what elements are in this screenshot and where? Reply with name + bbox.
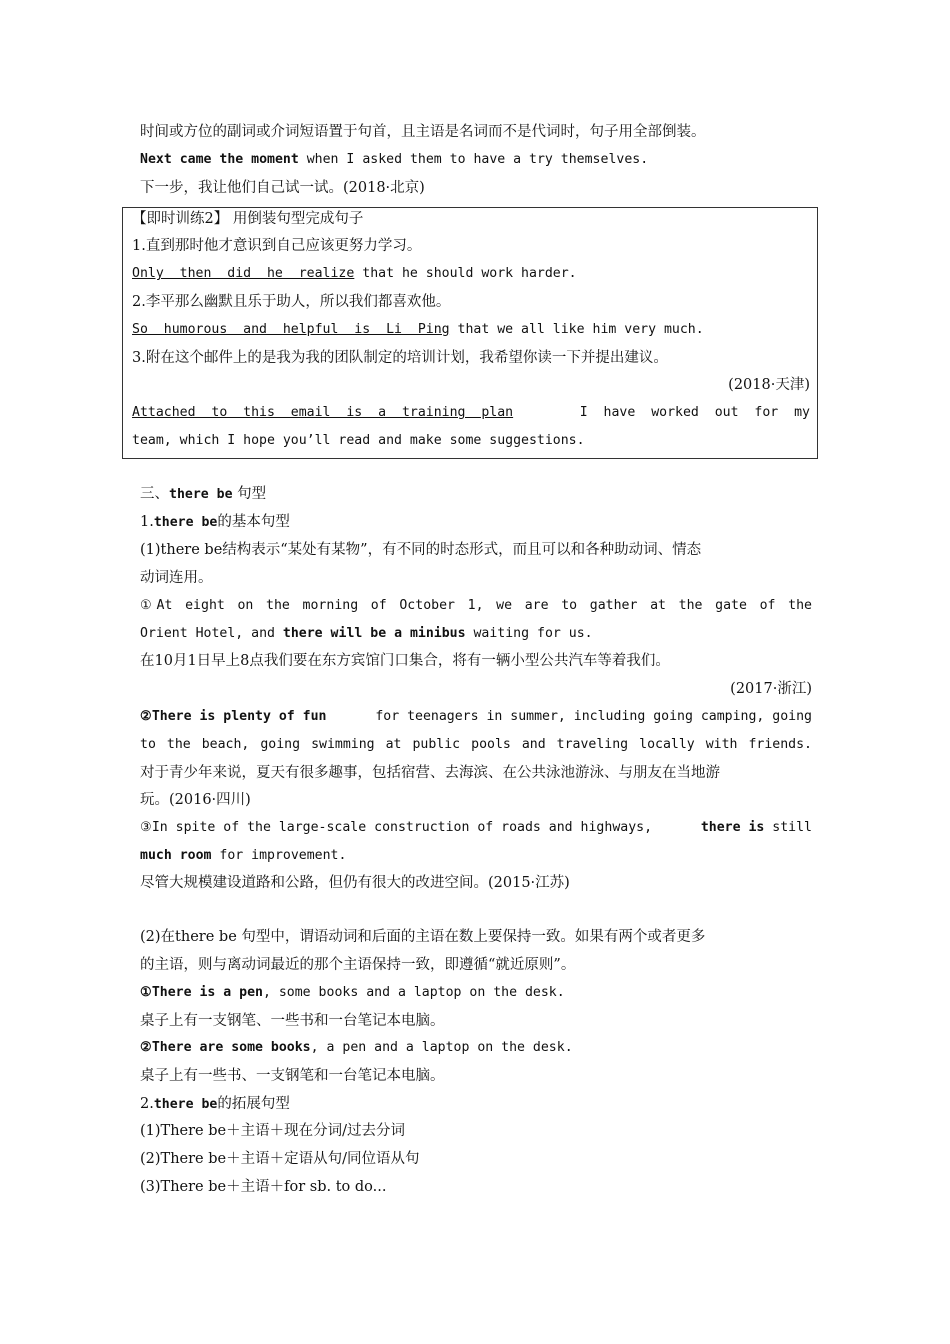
example-2-translation-2: 玩。(2016·四川) (140, 792, 251, 808)
ex1-bold: there will be a minibus (282, 626, 466, 641)
rule-text: 时间或方位的副词或介词短语置于句首，且主语是名词而不是代词时，句子用全部倒装。 (140, 124, 706, 140)
subheading-2 (140, 1094, 812, 1115)
question-1-cn: 1.直到那时他才意识到自己应该更努力学习。 (132, 238, 422, 254)
ex4-bold: ①There is a pen (140, 985, 263, 1000)
answer-2-rest: that we all like him very much. (449, 322, 704, 337)
paragraph-2-line-2: 的主语，则与离动词最近的那个主语保持一致，即遵循“就近原则”。 (140, 957, 576, 973)
answer-3: Attached to this email is a training plan (132, 405, 514, 420)
ex3-line2-post: for improvement. (211, 848, 347, 863)
example-3-translation: 尽管大规模建设道路和公路，但仍有很大的改进空间。(2015·江苏) (140, 875, 570, 891)
ex2-bold: ②There is plenty of fun (140, 709, 327, 724)
sub2-bold: there be (153, 1097, 218, 1112)
ex3-bold: there is (700, 820, 765, 835)
example-bold: Next came the moment (140, 152, 299, 167)
question-3-answer-line (132, 403, 810, 423)
example-1-translation: 在10月1日早上8点我们要在东方宾馆门口集合，将有一辆小型公共汽车等着我们。 (140, 653, 670, 669)
example-2-line-2: to the beach, going swimming at public pools and traveling locally with friends. (140, 737, 812, 752)
exercise-box (122, 207, 818, 459)
pattern-item-3: (3)There be＋主语＋for sb. to do... (140, 1179, 387, 1195)
example-1-line-1: ①At eight on the morning of October 1, we are to gather at the gate of the (140, 598, 812, 613)
exercise-header: 【即时训练2】 用倒装句型完成句子 (132, 211, 364, 227)
ex5-bold: ②There are some books (140, 1040, 311, 1055)
question-3-source: (2018·天津) (728, 377, 810, 393)
question-3-cn: 3.附在这个邮件上的是我为我的团队制定的培训计划，我希望你读一下并提出建议。 (132, 350, 668, 366)
example-2-line-1 (140, 707, 812, 727)
example-4 (140, 983, 812, 1003)
example-1-line-2 (140, 624, 812, 644)
heading-suffix: 句型 (232, 486, 267, 502)
sub2-suffix: 的拓展句型 (217, 1096, 290, 1112)
ex3-pre: ③In spite of the large-scale construction of roads and highways, (140, 820, 660, 835)
answer-2: So humorous and helpful is Li Ping (132, 322, 450, 337)
paragraph-2-line-1: (2)在there be 句型中，谓语动词和后面的主语在数上要保持一致。如果有两个或者更多 (140, 929, 706, 945)
ex1-post: waiting for us. (465, 626, 593, 641)
sub2-prefix: 2. (140, 1096, 154, 1112)
example-translation: 下一步，我让他们自己试一试。(2018·北京) (140, 180, 425, 196)
example-4-translation: 桌子上有一支钢笔、一些书和一台笔记本电脑。 (140, 1013, 445, 1029)
answer-1-rest: that he should work harder. (354, 266, 577, 281)
sub1-bold: there be (153, 515, 218, 530)
ex3-line2-bold: much room (140, 848, 212, 863)
answer-3-rest: I have worked out for my (563, 405, 810, 420)
answer-1: Only then did he realize (132, 266, 355, 281)
ex4-rest: , some books and a laptop on the desk. (262, 985, 565, 1000)
heading-bold: there be (169, 487, 233, 502)
heading-prefix: 三、 (140, 486, 169, 502)
example-1-source: (2017·浙江) (730, 681, 812, 697)
question-1-answer-line (132, 264, 810, 284)
ex1-pre: Orient Hotel, and (140, 626, 283, 641)
example-3-line-2 (140, 846, 812, 866)
pattern-item-2: (2)There be＋主语＋定语从句/同位语从句 (140, 1151, 420, 1167)
example-sentence (140, 150, 812, 170)
ex2-rest: for teenagers in summer, including going camping, going (367, 709, 812, 724)
example-5-translation: 桌子上有一些书、一支钢笔和一台笔记本电脑。 (140, 1068, 445, 1084)
example-rest: when I asked them to have a try themselves. (298, 152, 649, 167)
example-3-line-1 (140, 818, 812, 838)
pattern-item-1: (1)There be＋主语＋现在分词/过去分词 (140, 1123, 405, 1139)
sub1-prefix: 1. (140, 514, 154, 530)
paragraph-1-line-2: 动词连用。 (140, 570, 213, 586)
question-2-cn: 2.李平那么幽默且乐于助人，所以我们都喜欢他。 (132, 294, 451, 310)
question-2-answer-line (132, 320, 810, 340)
subheading-1 (140, 512, 812, 533)
sub1-suffix: 的基本句型 (217, 514, 290, 530)
ex5-rest: , a pen and a laptop on the desk. (310, 1040, 573, 1055)
ex3-post: still (764, 820, 812, 835)
paragraph-1-line-1: (1)there be结构表示“某处有某物”，有不同的时态形式，而且可以和各种助动词、情态 (140, 542, 702, 558)
example-5 (140, 1038, 812, 1058)
example-2-translation-1: 对于青少年来说，夏天有很多趣事，包括宿营、去海滨、在公共泳池游泳、与朋友在当地游 (140, 765, 720, 781)
section-heading (140, 484, 812, 505)
question-3-line2: team, which I hope you’ll read and make some suggestions. (132, 433, 585, 448)
